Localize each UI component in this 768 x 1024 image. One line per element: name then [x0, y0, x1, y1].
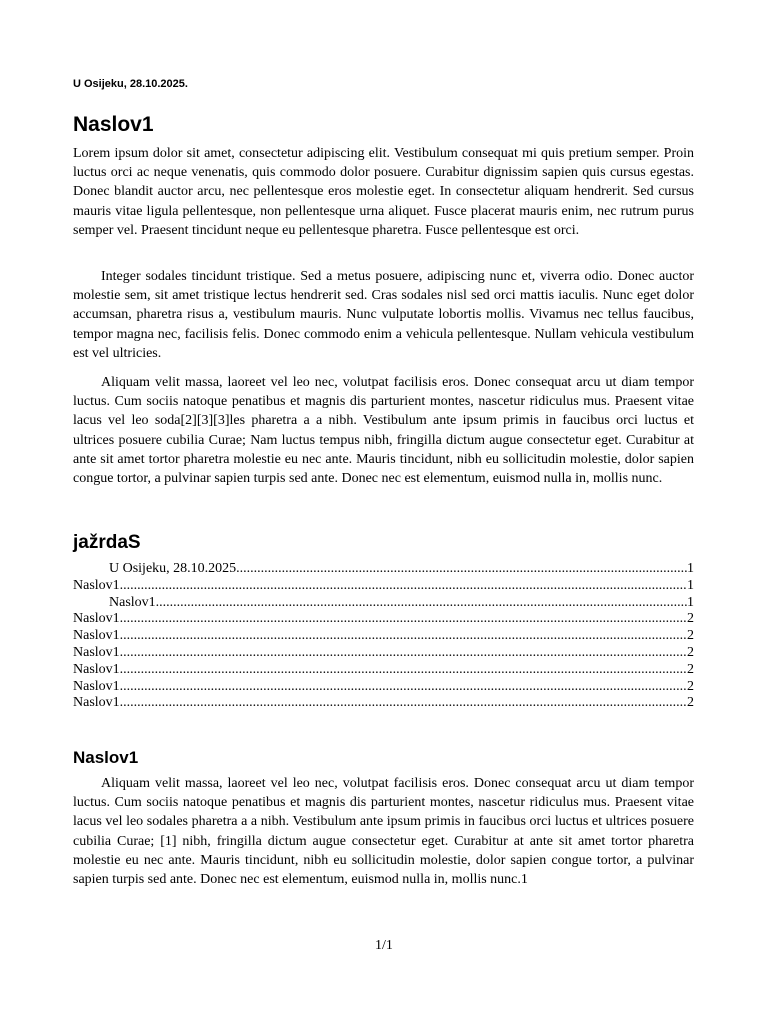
toc-leader [120, 695, 687, 712]
toc-entry-page: 2 [687, 678, 694, 694]
section-heading: Naslov1 [73, 113, 154, 136]
toc-entry-text: Naslov1 [73, 695, 120, 711]
toc-entry-text: U Osijeku, 28.10.2025. [109, 561, 240, 576]
toc-leader [120, 628, 687, 645]
toc-heading: jažrdaS [73, 532, 141, 553]
toc-leader [120, 578, 687, 595]
body-paragraph: Aliquam velit massa, laoreet vel leo nec, volutpat facilisis eros. Donec consequat arcu ut diam tempor luctus. Cum sociis natoque penatibus et magnis dis parturient montes, nascetur ridiculus mus. Praesent vitae lacus vel leo sodales pharetra a a nibh. Vestibulum ante ipsum primis in faucibus orci luctus et ultrices posuere cubilia Curae; [1] nibh, fringilla dictum augue consectetur eget. Curabitur at ante sit amet tortor pharetra molestie eu nec ante. Mauris tincidunt, nibh eu sollicitudin molestie, dolor sapien congue tortor, a pulvinar sapien turpis sed ante. Donec nec est elementum, euismod nulla in, mollis nunc.1 [73, 776, 694, 888]
toc-entry-page: 2 [687, 695, 694, 711]
toc-leader [120, 611, 687, 628]
toc-entry-page: 1 [687, 577, 694, 593]
toc-entry-text: Naslov1 [73, 611, 120, 627]
toc-leader [120, 645, 687, 662]
toc-entry[interactable] [73, 561, 694, 578]
toc-entry-page: 2 [687, 628, 694, 644]
toc-leader [240, 561, 687, 578]
toc-entry-page: 1 [687, 561, 694, 576]
toc-entry-text: Naslov1 [73, 644, 120, 660]
toc-leader [120, 679, 687, 696]
toc-entry[interactable] [73, 595, 694, 612]
body-paragraph: Aliquam velit massa, laoreet vel leo nec, volutpat facilisis eros. Donec consequat arcu ut diam tempor luctus. Cum sociis natoque penatibus et magnis dis parturient montes, nascetur ridiculus mus. Praesent vitae lacus vel leo soda[2][3][3]les pharetra a a nibh. Vestibulum ante ipsum primis in faucibus orci luctus et ultrices posuere cubilia Curae; Nam luctus tempus nibh, fringilla dictum augue consectetur eget. Curabitur at ante sit amet tortor pharetra molestie eu nec ante. Mauris tincidunt, nibh eu sollicitudin molestie, dolor sapien congue tortor, a pulvinar sapien turpis sed ante. Donec nec est elementum, euismod nulla in, mollis nunc. [73, 375, 694, 487]
toc-entry-page: 1 [687, 594, 694, 610]
toc-entry-text: Naslov1 [73, 628, 120, 644]
toc-entry-page: 2 [687, 611, 694, 627]
toc-entry-text: Naslov1 [73, 678, 120, 694]
body-paragraph: Lorem ipsum dolor sit amet, consectetur adipiscing elit. Vestibulum consequat mi quis pretium semper. Proin luctus orci ac neque venenatis, quis commodo dolor posuere. Curabitur dignissim sapien quis cursus egestas. Donec blandit auctor arcu, nec pellentesque eros molestie eget. In consectetur aliquam hendrerit. Sed cursus mauris vitae ligula pellentesque, non pellentesque urna aliquet. Fusce placerat mauris enim, nec rutrum purus semper vel. Praesent tincidunt neque eu pellentesque pharetra. Fusce pellentesque est orci. [73, 146, 694, 238]
toc-leader [156, 595, 687, 612]
toc-entry[interactable] [73, 578, 694, 595]
toc-entry[interactable] [73, 628, 694, 645]
toc-entry[interactable] [73, 662, 694, 679]
section-heading: Naslov1 [73, 748, 139, 767]
toc-entry[interactable] [73, 679, 694, 696]
toc-entry-page: 2 [687, 644, 694, 660]
body-paragraph: Integer sodales tincidunt tristique. Sed a metus posuere, adipiscing nunc et, viverra odio. Donec auctor molestie sem, sit amet tristique lectus hendrerit sed. Cras sodales nisl sed orci mattis iaculis. Nunc eget dolor accumsan, pharetra risus a, vestibulum mauris. Nunc vulputate lobortis mollis. Vivamus nec tellus faucibus, tempor magna nec, facilisis felis. Donec commodo enim a vehicula pellentesque. Nullam vehicula vestibulum est vel ultricies. [73, 269, 694, 361]
toc-leader [120, 662, 687, 679]
toc-entry[interactable] [73, 695, 694, 712]
toc-entry[interactable] [73, 645, 694, 662]
table-of-contents [73, 561, 694, 712]
toc-entry[interactable] [73, 611, 694, 628]
toc-entry-page: 2 [687, 661, 694, 677]
place-date-line: U Osijeku, 28.10.2025. [73, 78, 188, 90]
toc-entry-text: Naslov1 [73, 661, 120, 677]
page-number: 1/1 [375, 938, 393, 953]
toc-entry-text: Naslov1 [73, 577, 120, 593]
toc-entry-text: Naslov1 [109, 594, 156, 610]
